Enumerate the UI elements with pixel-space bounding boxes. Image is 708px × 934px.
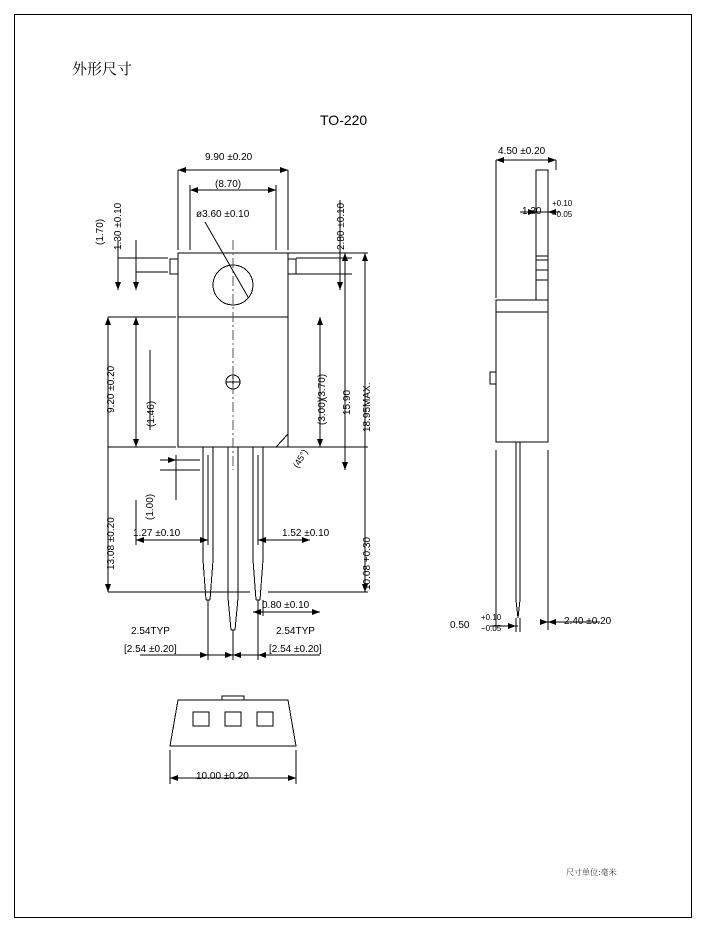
dim-lead-thickness-plus: +0.10 [481,613,502,622]
dim-total-height: 15.90 [342,389,353,415]
units-note: 尺寸单位:毫米 [566,868,617,877]
dim-body-depth: 2.40 ±0.20 [564,616,612,627]
dim-pitch-typ-right: 2.54TYP [276,626,315,637]
dim-bottom-width: 10.00 ±0.20 [196,771,249,782]
dim-pitch-typ-left: 2.54TYP [131,626,170,637]
dim-lead-gap: (1.00) [145,493,156,520]
dim-overall-thickness: 4.50 ±0.20 [498,146,546,157]
dim-body-height-ref: (1.46) [146,400,157,427]
dim-pitch-right: 1.52 ±0.10 [282,528,330,539]
dim-lead-thickness-minus: −0.05 [481,624,502,633]
dim-pitch-left: 1.27 ±0.10 [133,528,181,539]
dim-chamfer: (45°) [291,447,310,470]
dim-pitch-typ-left-tol: [2.54 ±0.20] [124,644,177,655]
dim-right-offset: 2.80 ±0.10 [336,202,347,250]
dim-tab-width: (8.70) [215,179,242,190]
page-title: 外形尺寸 [72,60,133,78]
dim-tab-to-body: (3.70) [317,373,328,400]
dim-lead-thickness-side: 0.50 [450,620,470,631]
dim-tab-thickness: 1.30 [522,206,542,217]
dim-left-offset-1: (1.70) [95,218,106,245]
dim-body-height: 9.20 ±0.20 [106,365,117,413]
dim-tab-thickness-minus: −0.05 [552,210,573,219]
dim-hole-diameter: ø3.60 ±0.10 [196,209,250,220]
dim-left-offset-2: 1.30 ±0.10 [113,202,124,250]
dim-lead-thickness: 0.80 ±0.10 [262,600,310,611]
dim-tab-thickness-plus: +0.10 [552,199,573,208]
dim-inner-ref: (3.00) [317,398,328,425]
dim-pitch-typ-right-tol: [2.54 ±0.20] [269,644,322,655]
dim-lead-length: 10.08 +0.30 [362,536,373,590]
package-name: TO-220 [320,112,368,128]
dim-max-height: 18.95MAX. [362,382,373,432]
dim-lead-span: 13.08 ±0.20 [106,517,117,570]
dim-overall-width: 9.90 ±0.20 [205,152,253,163]
